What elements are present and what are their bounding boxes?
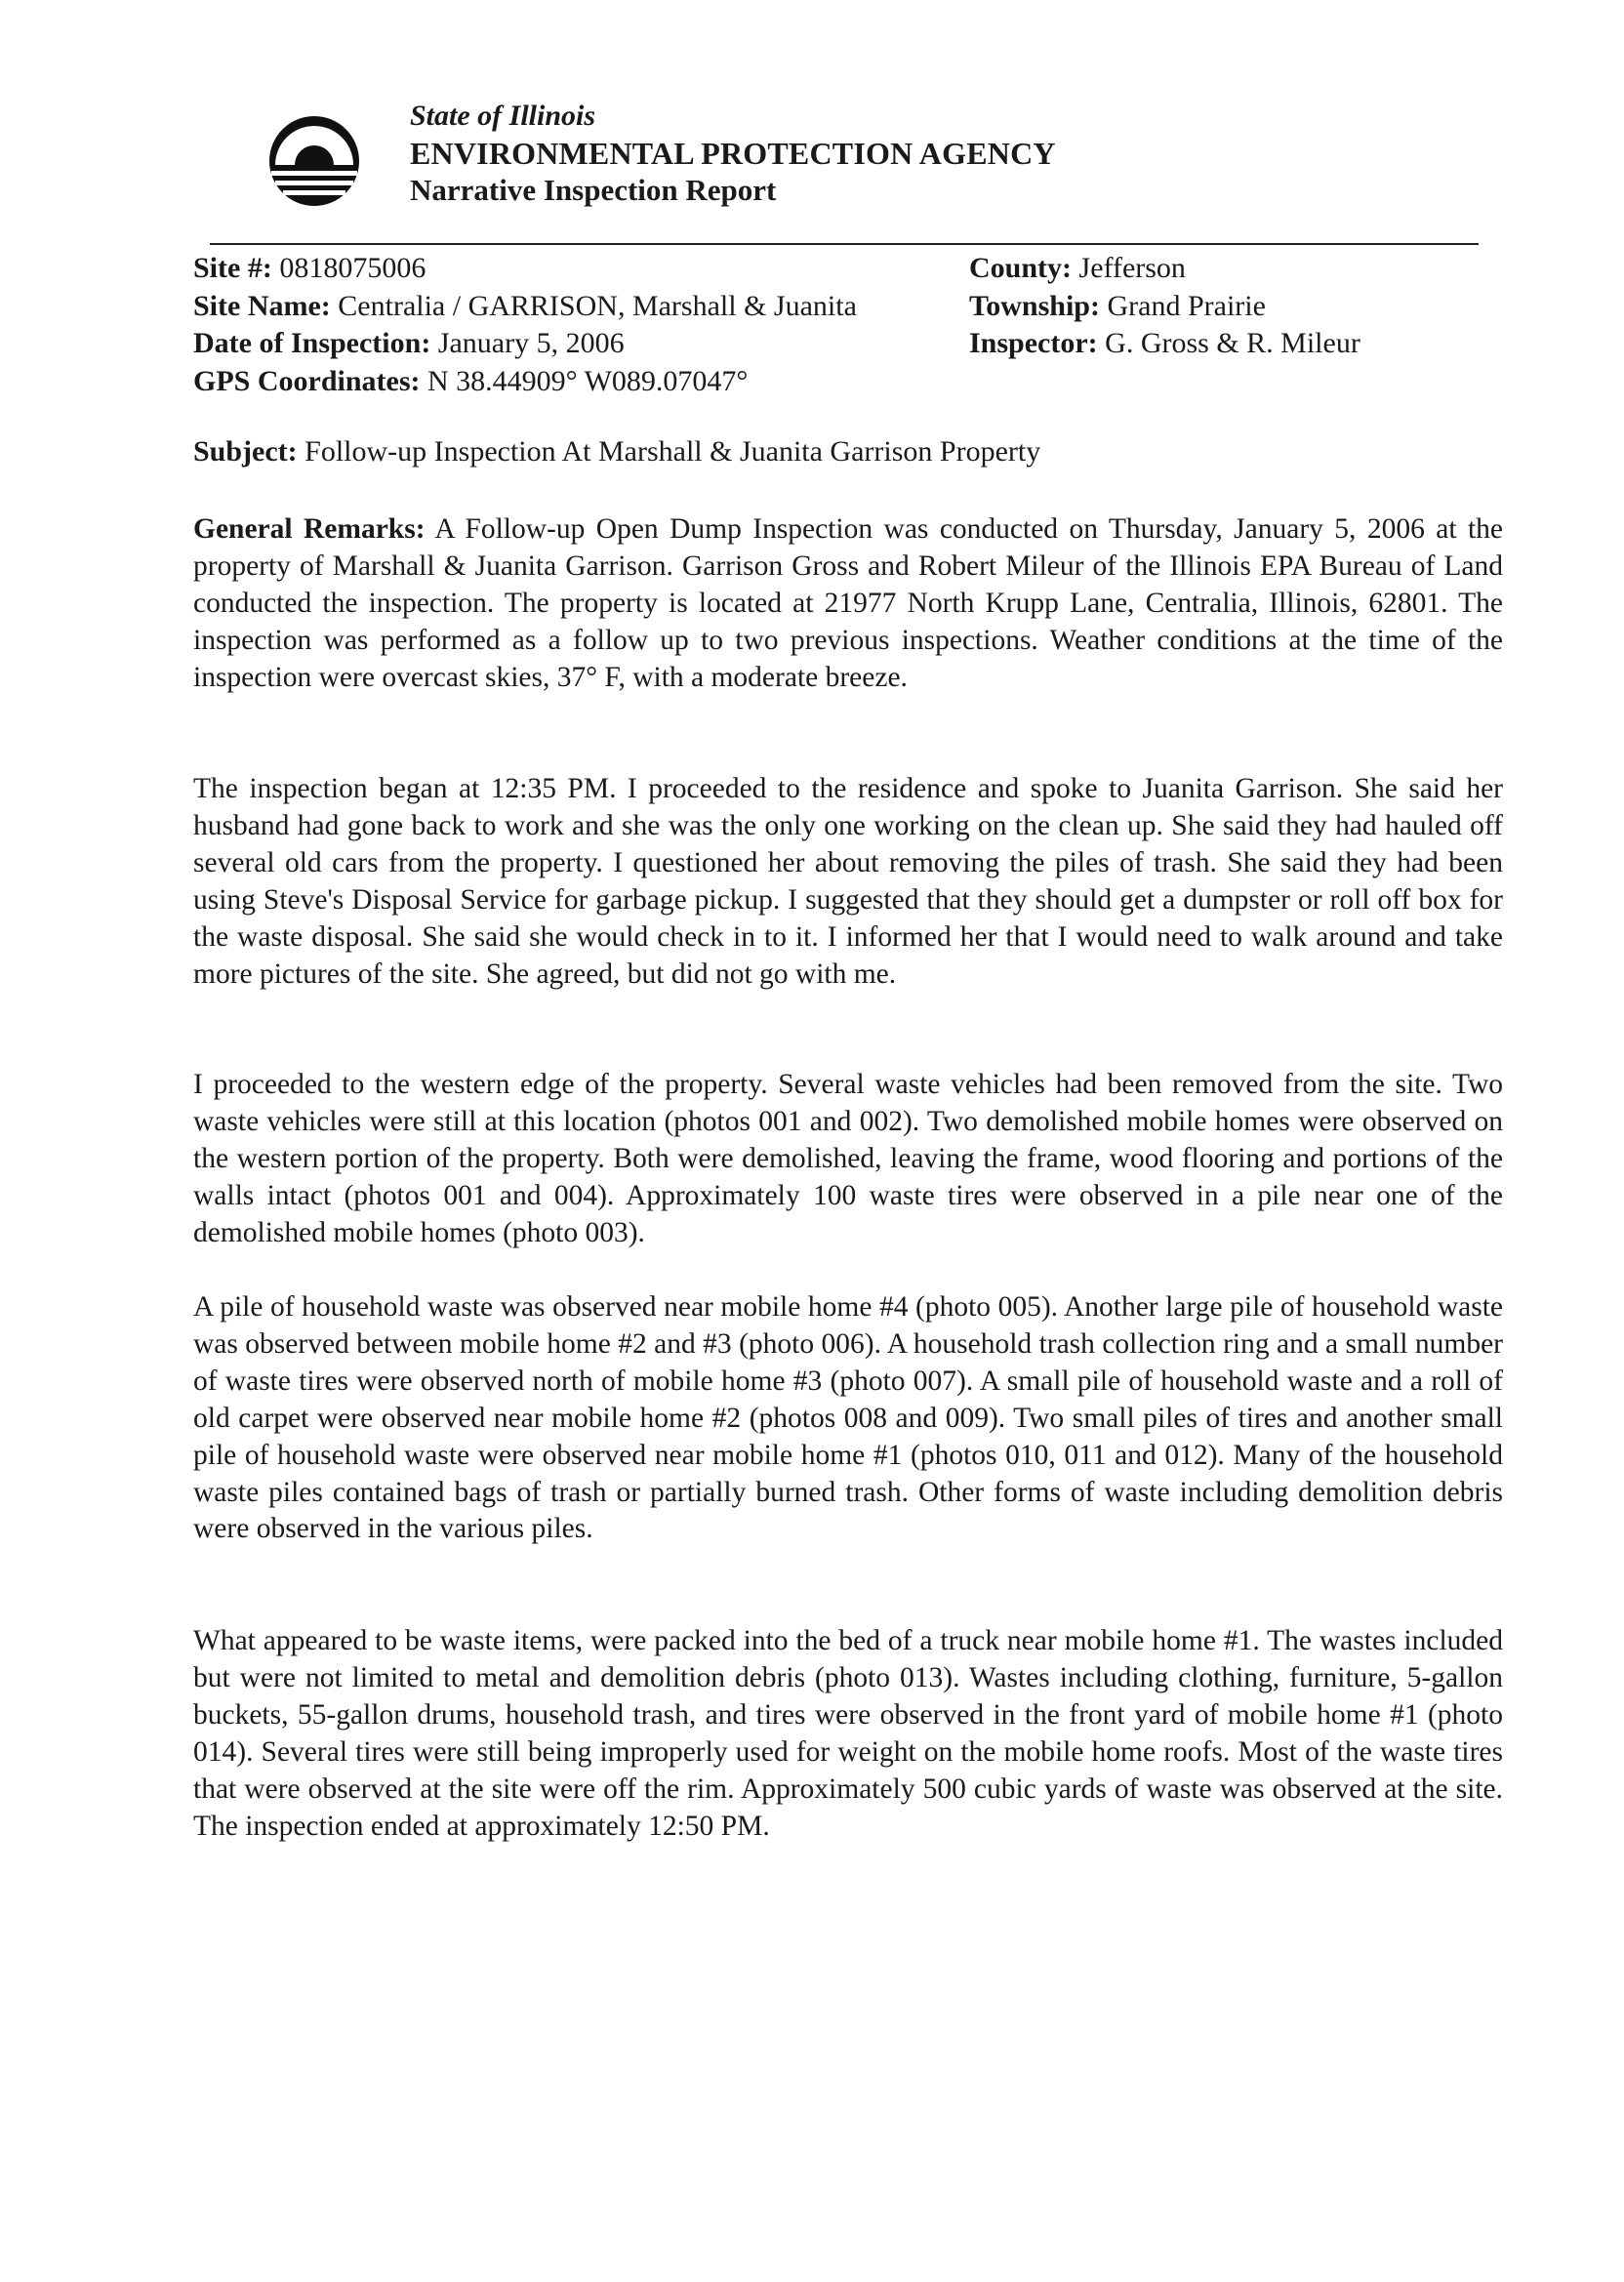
- site-name-row: [193, 288, 857, 326]
- site-name-label: Site Name:: [193, 289, 331, 322]
- subject-line: [193, 435, 1040, 469]
- report-header: [410, 98, 1056, 209]
- subject-label: Subject:: [193, 435, 298, 468]
- site-info-right: [969, 250, 1360, 363]
- illinois-epa-logo-icon: [265, 112, 363, 210]
- inspector-value: G. Gross & R. Mileur: [1105, 327, 1360, 359]
- state-name: State of Illinois: [410, 100, 596, 132]
- county-value: Jefferson: [1078, 252, 1186, 284]
- township-label: Township:: [969, 289, 1100, 322]
- header-divider: [210, 243, 1479, 245]
- general-remarks-label: General Remarks:: [193, 513, 426, 545]
- general-remarks-paragraph: [193, 511, 1503, 697]
- paragraph-2: The inspection began at 12:35 PM. I proceeded to the residence and spoke to Juanita Garrison. She said her husband had gone back to work and she was the only one working on the clean up. She said they had hauled off several old cars from the property. I questioned her about removing the piles of trash. She said they had been using Steve's Disposal Service for garbage pickup. I suggested that they should get a dumpster or roll off box for the waste disposal. She said she would check in to it. I informed her that I would need to walk around and take more pictures of the site. She agreed, but did not go with me.: [193, 773, 1503, 990]
- site-number-value: 0818075006: [279, 252, 426, 284]
- gps-value: N 38.44909° W089.07047°: [427, 364, 749, 397]
- township-row: [969, 288, 1360, 326]
- township-value: Grand Prairie: [1107, 289, 1266, 322]
- gps-row: [193, 363, 857, 401]
- county-label: County:: [969, 252, 1073, 284]
- inspection-date-row: [193, 325, 857, 363]
- agency-name: ENVIRONMENTAL PROTECTION AGENCY: [410, 136, 1056, 171]
- report-type: Narrative Inspection Report: [410, 173, 777, 207]
- site-number-row: [193, 250, 857, 288]
- site-name-value: Centralia / GARRISON, Marshall & Juanita: [338, 289, 857, 322]
- county-row: [969, 250, 1360, 288]
- inspection-date-value: January 5, 2006: [437, 327, 625, 359]
- subject-text: Follow-up Inspection At Marshall & Juanita Garrison Property: [304, 435, 1041, 468]
- site-number-label: Site #:: [193, 252, 272, 284]
- inspector-row: [969, 325, 1360, 363]
- site-info-left: [193, 250, 857, 400]
- paragraph-1-text: A Follow-up Open Dump Inspection was conducted on Thursday, January 5, 2006 at the property of Marshall & Juanita Garrison. Garrison Gross and Robert Mileur of the Illinois EPA Bureau of Land conducted the inspection. The property is located at 21977 North Krupp Lane, Centralia, Illinois, 62801. The inspection was performed as a follow up to two previous inspections. Weather conditions at the time of the inspection were overcast skies, 37° F, with a moderate breeze.: [193, 513, 1504, 693]
- paragraph-3: I proceeded to the western edge of the property. Several waste vehicles had been removed from the site. Two waste vehicles were still at this location (photos 001 and 002). Two demolished mobile homes were observed on the western portion of the property. Both were demolished, leaving the frame, wood flooring and portions of the walls intact (photos 001 and 004). Approximately 100 waste tires were observed in a pile near one of the demolished mobile homes (photo 003).: [193, 1069, 1503, 1248]
- inspection-date-label: Date of Inspection:: [193, 327, 431, 359]
- paragraph-5: What appeared to be waste items, were packed into the bed of a truck near mobile home #1. The wastes included but were not limited to metal and demolition debris (photo 013). Wastes including clothing, furniture, 5-gallon buckets, 55-gallon drums, household trash, and tires were observed in the front yard of mobile home #1 (photo 014). Several tires were still being improperly used for weight on the mobile home roofs. Most of the waste tires that were observed at the site were off the rim. Approximately 500 cubic yards of waste was observed at the site. The inspection ended at approximately 12:50 PM.: [193, 1625, 1503, 1842]
- gps-label: GPS Coordinates:: [193, 364, 421, 397]
- paragraph-4: A pile of household waste was observed near mobile home #4 (photo 005). Another large pile of household waste was observed between mobile home #2 and #3 (photo 006). A household trash collection ring and a small number of waste tires were observed north of mobile home #3 (photo 007). A small pile of household waste and a roll of old carpet were observed near mobile home #2 (photos 008 and 009). Two small piles of tires and another small pile of household waste were observed near mobile home #1 (photos 010, 011 and 012). Many of the household waste piles contained bags of trash or partially burned trash. Other forms of waste including demolition debris were observed in the various piles.: [193, 1291, 1503, 1545]
- inspector-label: Inspector:: [969, 327, 1098, 359]
